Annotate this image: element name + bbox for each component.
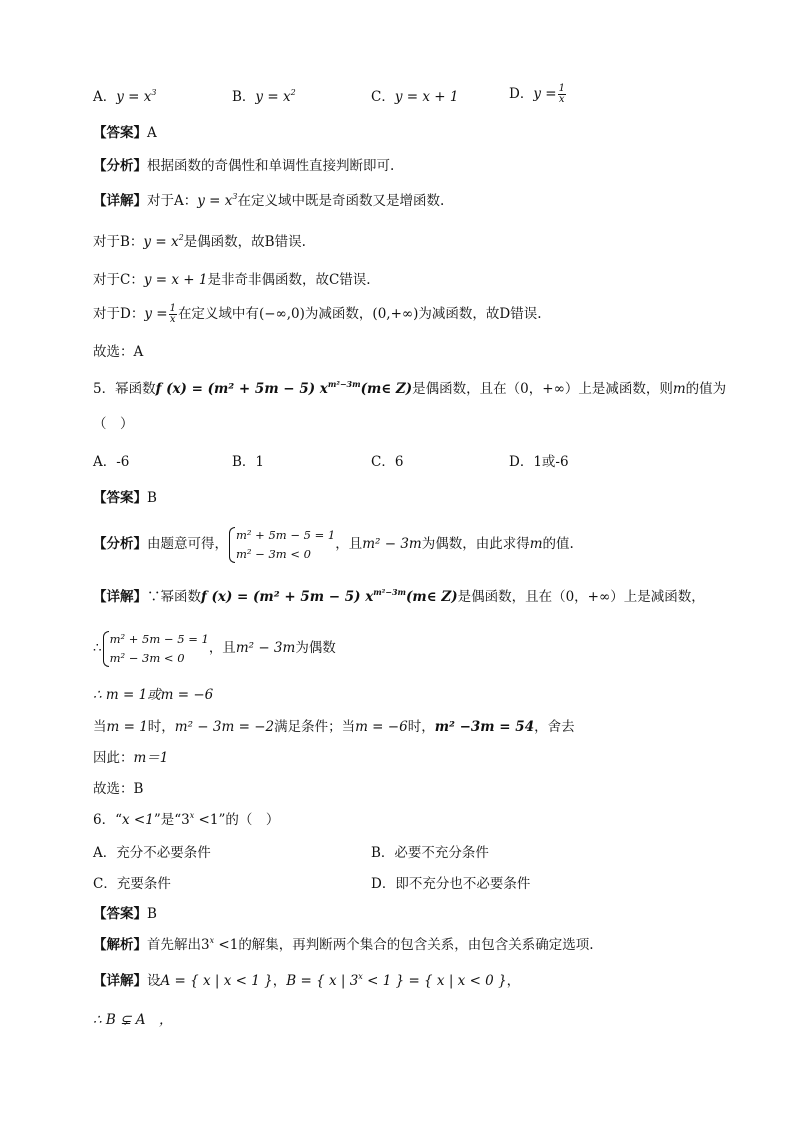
q4-option-d: D．y = $\frac{1}{x}$ [509, 83, 565, 105]
q6-subset: ∴ B ⊊ A ， [93, 1012, 173, 1028]
q4-option-a: A．$y = x^3$ [93, 88, 157, 105]
q5-conclusion: 因此：m＝1 [93, 750, 169, 766]
q6-option-c: C．充要条件 [93, 876, 171, 892]
q5-paren: （ ） [93, 416, 134, 432]
q5-detail: 【详解】∵幂函数f (x) = (m² + 5m − 5) $x^{m^2-3m}(m\in$ Z)是偶函数，且在（0，+∞）上是减函数， [93, 587, 705, 605]
q5-answer: 【答案】B [93, 490, 157, 506]
q4-choose: 故选：A [93, 344, 144, 360]
q5-roots: ∴ m = 1或m = −6 [93, 687, 214, 703]
q5-detail-system: ∴ m² + 5m − 5 = 1 m² − 3m < 0 ，且m² − 3m为偶数 [93, 628, 336, 668]
q4-detail-c: 对于C：y = x + 1是非奇非偶函数，故C错误. [93, 272, 371, 288]
q5-option-d: D．1或-6 [509, 454, 569, 470]
q4-answer: 【答案】A [93, 125, 157, 141]
q5-option-c: C．6 [371, 454, 404, 470]
q4-option-b: B．$y = x^2$ [232, 88, 296, 105]
q4-analysis: 【分析】根据函数的奇偶性和单调性直接判断即可. [93, 158, 395, 174]
q6-stem: 6．“x <1”是“$3^x <1$”的（ ） [93, 811, 280, 828]
q6-answer: 【答案】B [93, 906, 157, 922]
q5-stem: 5．幂函数f (x) = (m² + 5m − 5) $x^{m^2-3m}(m\in$ Z)是偶函数，且在（0，+∞）上是减函数，则m的值为 [93, 379, 727, 397]
q5-analysis: 【分析】由题意可得， m² + 5m − 5 = 1 m² − 3m < 0 ，且m² − 3m为偶数，由此求得m的值. [93, 524, 574, 564]
q6-option-b: B．必要不充分条件 [371, 845, 489, 861]
q4-option-c: C．y = x + 1 [371, 89, 459, 105]
q5-option-a: A．-6 [93, 454, 130, 470]
q5-option-b: B．1 [232, 454, 265, 470]
q5-choose: 故选：B [93, 781, 144, 797]
q4-detail-b: 对于B：$y = x^2$是偶函数，故B错误. [93, 233, 306, 250]
q6-option-a: A．充分不必要条件 [93, 845, 211, 861]
q6-option-d: D．即不充分也不必要条件 [371, 876, 531, 892]
q4-detail-d: 对于D：y = $\frac{1}{x}$ 在定义域中有(−∞,0)为减函数，(0,+∞)为减函数，故D错误. [93, 303, 542, 325]
q6-analysis: 【解析】首先解出$3^x <1$的解集，再判断两个集合的包含关系，由包含关系确定选项. [93, 936, 594, 953]
q6-detail: 【详解】设A = { x | x < 1 }，B = { x | $3^x < 1$ } = { x | x < 0 }， [93, 972, 521, 989]
q4-detail-a: 【详解】对于A：$y = x^3$在定义域中既是奇函数又是增函数. [93, 192, 445, 209]
q5-check: 当m = 1时，m² − 3m = −2满足条件；当m = −6时，m² −3m = 54，舍去 [93, 719, 575, 735]
